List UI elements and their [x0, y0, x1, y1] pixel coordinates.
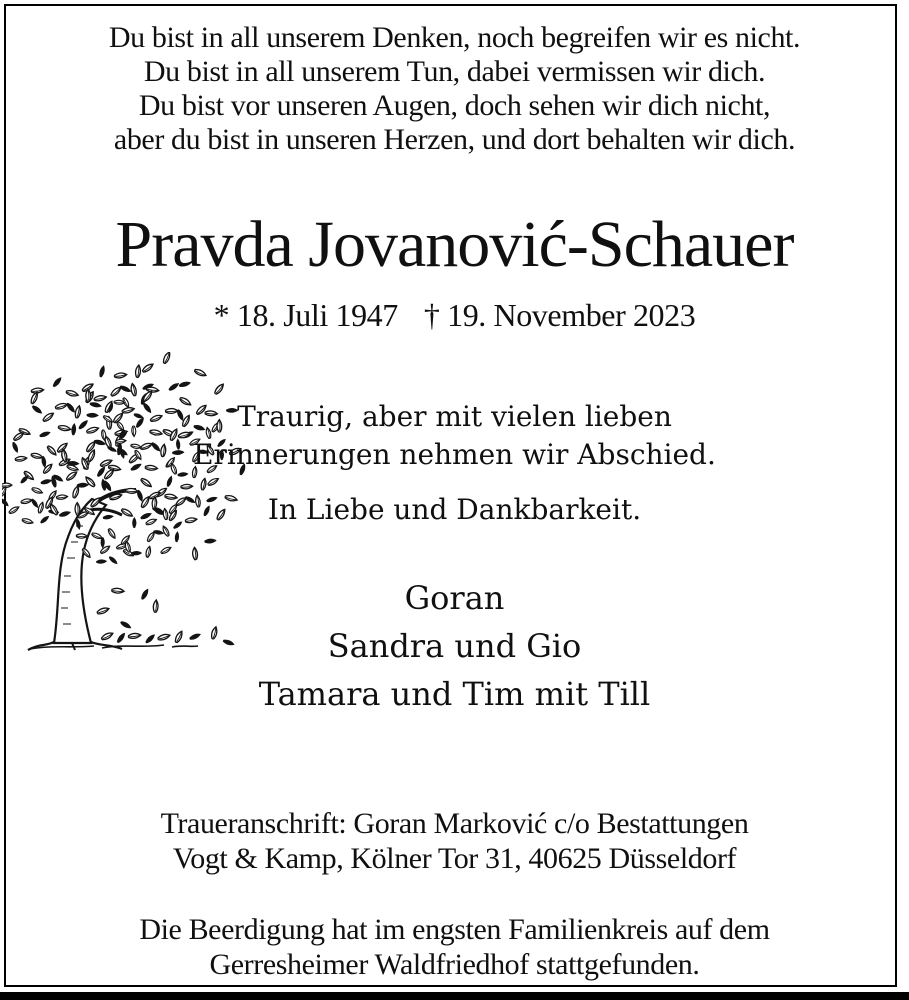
scan-edge-bar: [0, 992, 909, 1000]
poem-line: Du bist vor unseren Augen, doch sehen wir dich nicht,: [138, 89, 771, 122]
deceased-name: Pravda Jovanović-Schauer: [115, 208, 794, 281]
life-dates: [0, 297, 909, 334]
mourners-list: [0, 574, 909, 718]
death-date: † 19. November 2023: [423, 297, 696, 333]
mourner-line: Goran: [404, 579, 505, 617]
farewell-line: Erinnerungen nehmen wir Abschied.: [193, 438, 716, 471]
poem-line: aber du bist in unseren Herzen, und dort behalten wir dich.: [113, 123, 796, 156]
memorial-poem: [0, 21, 909, 157]
farewell-text: [0, 398, 909, 474]
address-line: Vogt & Kamp, Kölner Tor 31, 40625 Düsseldorf: [172, 842, 737, 875]
funeral-line: Gerresheimer Waldfriedhof stattgefunden.: [209, 948, 700, 981]
address-line: Traueranschrift: Goran Marković c/o Bestattungen: [160, 807, 749, 840]
funeral-line: Die Beerdigung hat im engsten Familienkreis auf dem: [139, 913, 770, 946]
farewell-line: Traurig, aber mit vielen lieben: [237, 400, 672, 433]
mourner-line: Sandra und Gio: [327, 627, 582, 665]
gratitude-text: In Liebe und Dankbarkeit.: [267, 493, 642, 526]
poem-line: Du bist in all unserem Denken, noch begreifen wir es nicht.: [108, 21, 801, 54]
poem-line: Du bist in all unserem Tun, dabei vermissen wir dich.: [143, 55, 766, 88]
mourner-line: Tamara und Tim mit Till: [258, 675, 651, 713]
mourning-address: [0, 806, 909, 876]
funeral-info: [0, 912, 909, 982]
birth-date: * 18. Juli 1947: [213, 297, 398, 333]
